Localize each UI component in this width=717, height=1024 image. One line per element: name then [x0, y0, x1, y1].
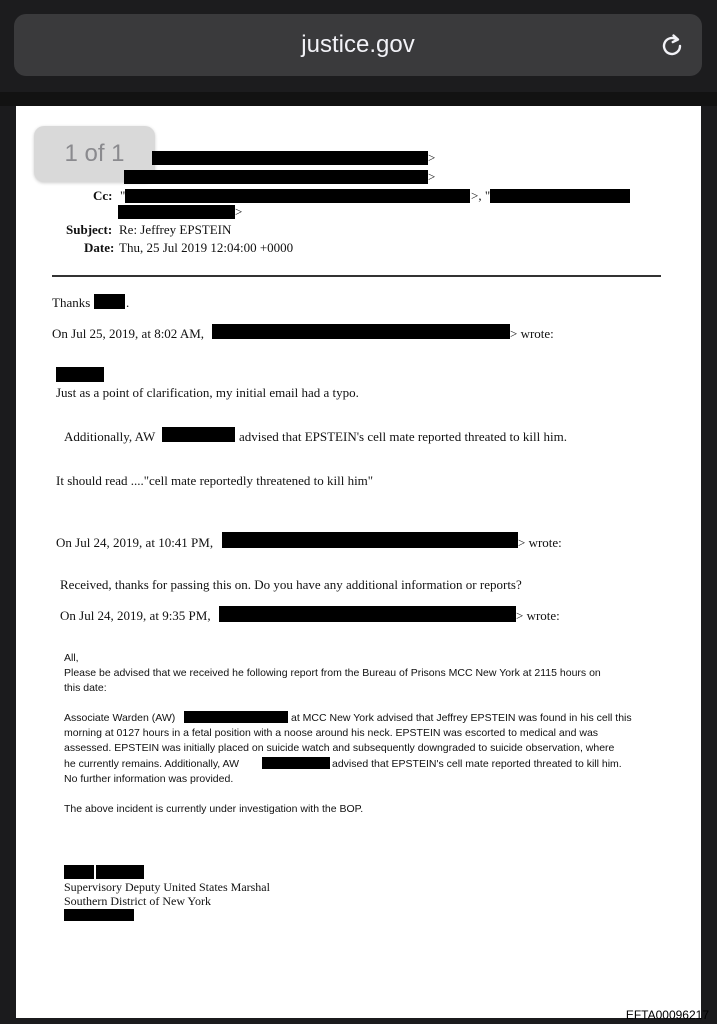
redaction: [184, 711, 288, 723]
redaction: [152, 151, 428, 165]
thanks-end: .: [126, 295, 130, 310]
redaction: [125, 189, 470, 203]
report-line: advised that EPSTEIN's cell mate reported threated to kill him.: [332, 758, 622, 770]
redaction-bracket: >: [428, 150, 436, 165]
quote-header-suffix: > wrote:: [516, 608, 560, 623]
redaction: [94, 294, 125, 309]
clarification-text: Just as a point of clarification, my initial email had a typo.: [56, 385, 359, 400]
reload-icon[interactable]: [656, 29, 688, 61]
additional-text: Additionally, AW: [64, 429, 156, 444]
report-line: he currently remains. Additionally, AW: [64, 758, 240, 770]
redaction-bracket: >: [428, 169, 436, 184]
reply-text: Received, thanks for passing this on. Do you have any additional information or reports?: [60, 577, 522, 592]
redaction: [262, 757, 330, 769]
quote-header: On Jul 24, 2019, at 10:41 PM,: [56, 535, 214, 550]
quote-header-suffix: > wrote:: [518, 535, 562, 550]
document-id: EFTA00096217: [625, 1008, 709, 1022]
report-line: Associate Warden (AW): [64, 712, 176, 724]
cc-quote: ": [120, 188, 126, 203]
redaction: [64, 909, 134, 921]
report-line: this date:: [64, 682, 107, 694]
quote-header-suffix: > wrote:: [510, 326, 554, 341]
quote-header: On Jul 24, 2019, at 9:35 PM,: [60, 608, 211, 623]
cc-label: Cc:: [93, 188, 113, 203]
additional-text-cont: advised that EPSTEIN's cell mate reported threated to kill him.: [239, 429, 567, 444]
browser-toolbar: [0, 0, 717, 92]
redaction: [219, 606, 516, 622]
url-text[interactable]: justice.gov: [301, 31, 415, 58]
subject-label: Subject:: [66, 222, 113, 237]
redaction-bracket: >: [235, 204, 243, 219]
thanks-text: Thanks: [52, 295, 91, 310]
address-bar[interactable]: [14, 14, 702, 76]
redaction: [222, 532, 518, 548]
signature-district: Southern District of New York: [64, 894, 211, 908]
date-label: Date:: [84, 240, 115, 255]
redaction: [490, 189, 630, 203]
redaction: [118, 205, 235, 219]
report-line: at MCC New York advised that Jeffrey EPSTEIN was found in his cell this: [291, 712, 632, 724]
redaction: [96, 865, 144, 879]
header-rule: [52, 275, 661, 277]
correction-text: It should read ...."cell mate reportedly threatened to kill him": [56, 473, 374, 488]
report-greeting: All,: [64, 652, 79, 664]
report-line: morning at 0127 hours in a fetal position with a noose around his neck. EPSTEIN was escorted to medical and was: [64, 727, 599, 739]
redaction: [64, 865, 94, 879]
redaction: [56, 367, 104, 382]
cc-separator: >, ": [471, 188, 491, 203]
redaction: [212, 324, 510, 339]
page-indicator: 1 of 1: [34, 126, 155, 182]
report-line: The above incident is currently under investigation with the BOP.: [64, 803, 364, 815]
subject-value: Re: Jeffrey EPSTEIN: [119, 222, 232, 237]
redaction: [124, 170, 428, 184]
signature-title: Supervisory Deputy United States Marshal: [64, 880, 270, 894]
date-value: Thu, 25 Jul 2019 12:04:00 +0000: [119, 240, 294, 255]
report-line: Please be advised that we received he following report from the Bureau of Prisons MCC New York at 2115 hours on: [64, 667, 601, 679]
report-line: assessed. EPSTEIN was initially placed on suicide watch and subsequently downgraded to suicide observation, where: [64, 742, 615, 754]
quote-header: On Jul 25, 2019, at 8:02 AM,: [52, 326, 205, 341]
toolbar-divider: [0, 92, 717, 106]
redaction: [162, 427, 235, 442]
report-line: No further information was provided.: [64, 773, 234, 785]
